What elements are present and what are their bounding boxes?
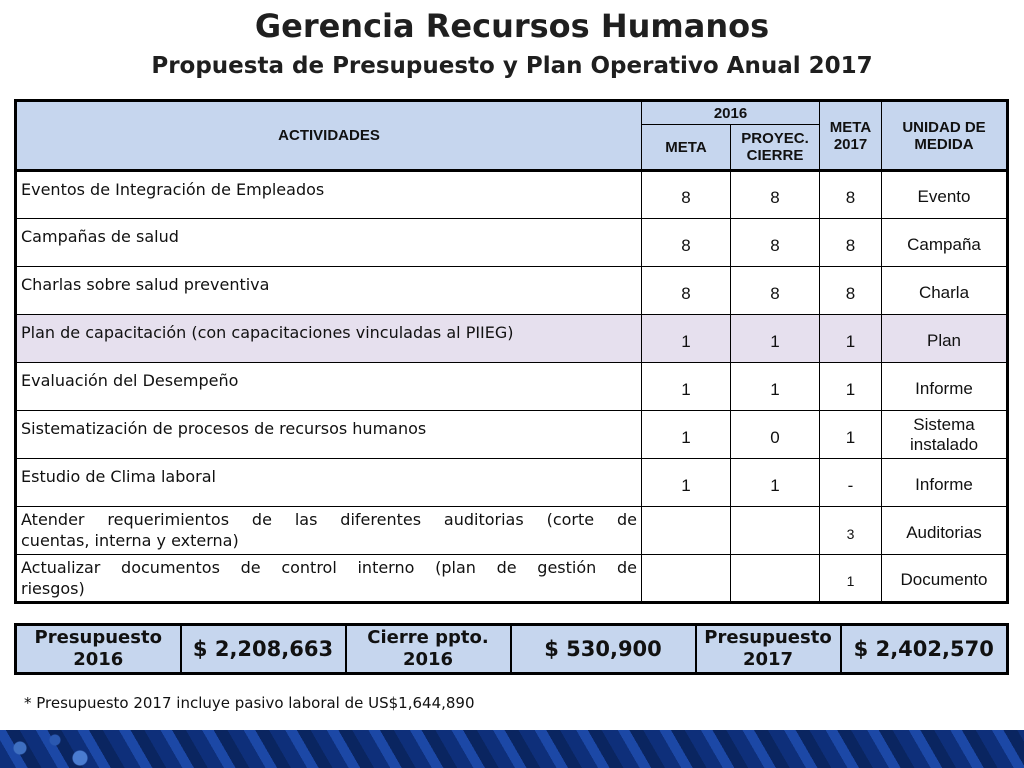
decorative-footer-band (0, 730, 1024, 768)
activity-name: Estudio de Clima laboral (16, 459, 642, 507)
meta-2017-value: 3 (820, 507, 882, 555)
meta-2017-value: 8 (820, 267, 882, 315)
proyec-cierre-value (731, 507, 820, 555)
table-row (16, 555, 1008, 603)
budget-2016-label: Presupuesto 2016 (16, 625, 181, 674)
header-year-2016: 2016 (642, 101, 820, 125)
header-unidad-medida: UNIDAD DE MEDIDA (882, 101, 1008, 171)
header-meta-2017: META 2017 (820, 101, 882, 171)
proyec-cierre-value: 1 (731, 315, 820, 363)
header-proyec-cierre: PROYEC. CIERRE (731, 125, 820, 171)
meta-2016-value: 1 (642, 411, 731, 459)
meta-2016-value: 8 (642, 171, 731, 219)
activity-line-1: Atender requerimientos de las diferentes auditorias (corte de (21, 510, 637, 529)
budget-cierre-label: Cierre ppto. 2016 (346, 625, 511, 674)
activity-line-1: Actualizar documentos de control interno (plan de gestión de (21, 558, 637, 577)
budget-summary-table (14, 623, 1009, 675)
meta-2017-value: 8 (820, 219, 882, 267)
meta-2016-value: 1 (642, 363, 731, 411)
activity-name: Plan de capacitación (con capacitaciones vinculadas al PIIEG) (16, 315, 642, 363)
proyec-cierre-value: 1 (731, 363, 820, 411)
unit-value: Plan (882, 315, 1008, 363)
proyec-cierre-value: 1 (731, 459, 820, 507)
proyec-cierre-value: 0 (731, 411, 820, 459)
header-meta: META (642, 125, 731, 171)
activity-name (16, 555, 642, 603)
table-row (16, 363, 1008, 411)
unit-value: Informe (882, 363, 1008, 411)
budget-2017-label: Presupuesto 2017 (696, 625, 841, 674)
activity-name: Charlas sobre salud preventiva (16, 267, 642, 315)
unit-value: Informe (882, 459, 1008, 507)
table-row (16, 411, 1008, 459)
footnote: * Presupuesto 2017 incluye pasivo laboral de US$1,644,890 (24, 694, 475, 712)
meta-2017-value: 1 (820, 411, 882, 459)
unit-value: Sistema instalado (882, 411, 1008, 459)
activities-table (14, 99, 1009, 604)
meta-2017-value: - (820, 459, 882, 507)
meta-2016-value (642, 507, 731, 555)
meta-2016-value: 1 (642, 315, 731, 363)
table-row (16, 171, 1008, 219)
table-row (16, 315, 1008, 363)
unit-value: Evento (882, 171, 1008, 219)
activity-line-2: riesgos) (21, 579, 85, 598)
activity-name: Sistematización de procesos de recursos humanos (16, 411, 642, 459)
unit-value: Charla (882, 267, 1008, 315)
activity-name (16, 507, 642, 555)
table-row (16, 219, 1008, 267)
budget-cierre-value: $ 530,900 (511, 625, 696, 674)
proyec-cierre-value: 8 (731, 219, 820, 267)
unit-value: Auditorias (882, 507, 1008, 555)
meta-2017-value: 1 (820, 315, 882, 363)
proyec-cierre-value (731, 555, 820, 603)
table-row (16, 507, 1008, 555)
meta-2016-value: 8 (642, 267, 731, 315)
meta-2016-value: 8 (642, 219, 731, 267)
unit-value: Campaña (882, 219, 1008, 267)
meta-2017-value: 8 (820, 171, 882, 219)
activity-name: Campañas de salud (16, 219, 642, 267)
activity-line-2: cuentas, interna y externa) (21, 531, 239, 550)
budget-2017-value: $ 2,402,570 (841, 625, 1008, 674)
proyec-cierre-value: 8 (731, 171, 820, 219)
unit-value: Documento (882, 555, 1008, 603)
proyec-cierre-value: 8 (731, 267, 820, 315)
budget-2016-value: $ 2,208,663 (181, 625, 346, 674)
page-subtitle: Propuesta de Presupuesto y Plan Operativo Anual 2017 (151, 53, 873, 79)
meta-2017-value: 1 (820, 363, 882, 411)
meta-2016-value (642, 555, 731, 603)
meta-2017-value: 1 (820, 555, 882, 603)
meta-2016-value: 1 (642, 459, 731, 507)
table-row (16, 459, 1008, 507)
activity-name: Eventos de Integración de Empleados (16, 171, 642, 219)
header-actividades: ACTIVIDADES (16, 101, 642, 171)
table-row (16, 267, 1008, 315)
activity-name: Evaluación del Desempeño (16, 363, 642, 411)
page-title: Gerencia Recursos Humanos (254, 7, 770, 45)
